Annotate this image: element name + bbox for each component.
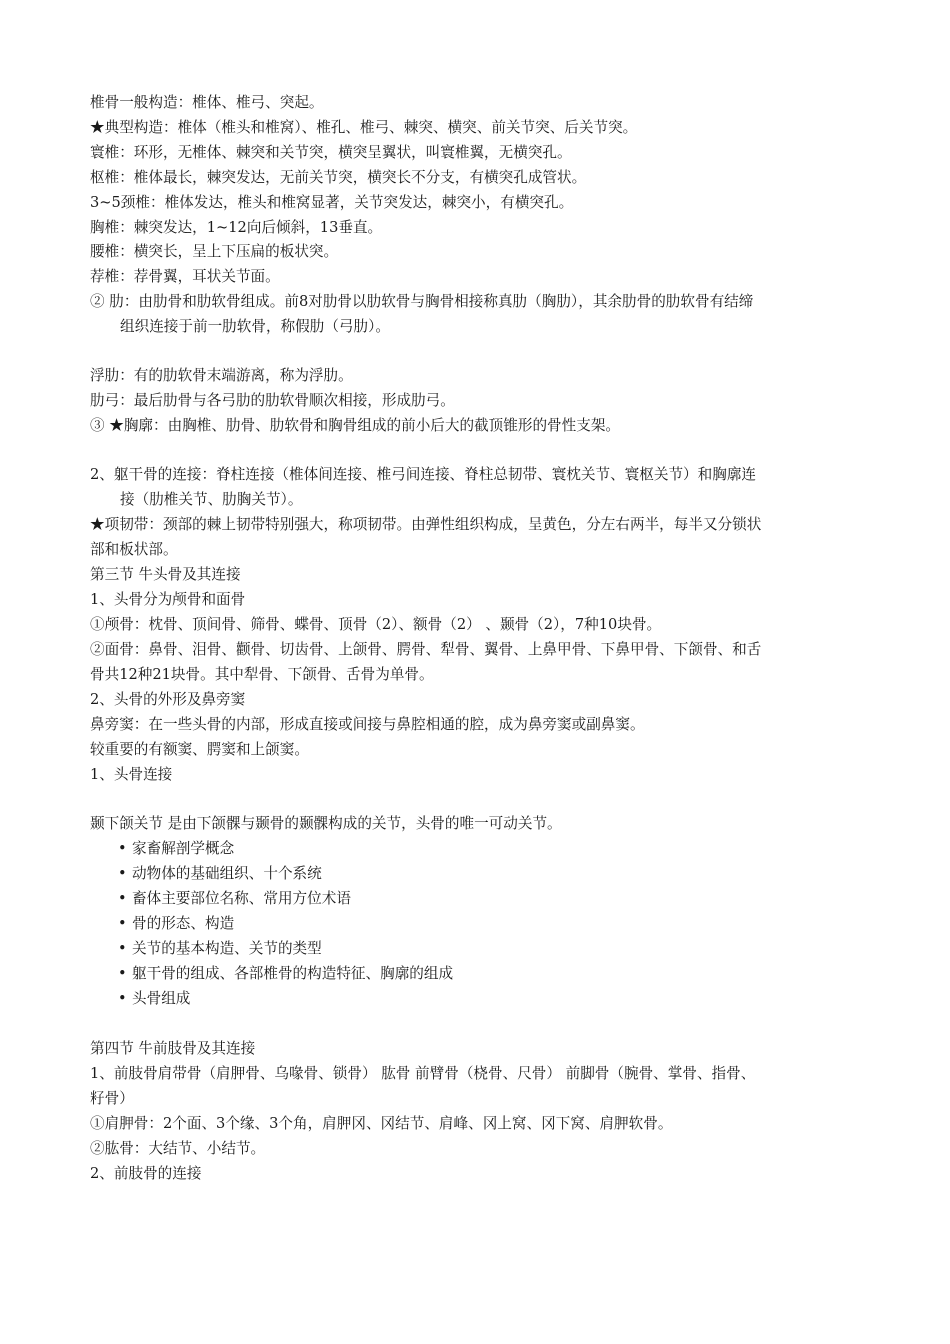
- list-item: • 动物体的基础组织、十个系统: [118, 865, 322, 882]
- text-line: ★项韧带：颈部的棘上韧带特别强大，称项韧带。由弹性组织构成，呈黄色，分左右两半，每半又分锁状: [90, 516, 762, 533]
- text-line: 荐椎：荐骨翼，耳状关节面。: [90, 268, 280, 285]
- text-line: 2、躯干骨的连接：脊柱连接（椎体间连接、椎弓间连接、脊柱总韧带、寰枕关节、寰枢关节）和胸廓连: [90, 466, 757, 483]
- text-line: 枢椎：椎体最长，棘突发达，无前关节突，横突长不分支，有横突孔成管状。: [90, 169, 587, 186]
- text-line: ②面骨：鼻骨、泪骨、颧骨、切齿骨、上颌骨、腭骨、犁骨、翼骨、上鼻甲骨、下鼻甲骨、下颌骨、和舌: [90, 641, 762, 658]
- text-line-continuation: 接（肋椎关节、肋胸关节）。: [120, 491, 303, 508]
- text-line: 1、头骨分为颅骨和面骨: [90, 591, 246, 608]
- bullet-icon: •: [118, 915, 127, 932]
- text-line: 椎骨一般构造：椎体、椎弓、突起。: [90, 94, 324, 111]
- text-line: ②肱骨：大结节、小结节。: [90, 1140, 266, 1157]
- bullet-icon: •: [118, 990, 127, 1007]
- bullet-icon: •: [118, 965, 127, 982]
- text-line: 寰椎：环形，无椎体、棘突和关节突，横突呈翼状，叫寰椎翼，无横突孔。: [90, 144, 572, 161]
- text-line: 胸椎：棘突发达，1~12向后倾斜，13垂直。: [90, 219, 383, 236]
- text-line: 2、头骨的外形及鼻旁窦: [90, 691, 246, 708]
- text-line: 1、头骨连接: [90, 766, 173, 783]
- bullet-icon: •: [118, 865, 127, 882]
- section-heading: 第四节 牛前肢骨及其连接: [90, 1040, 256, 1057]
- text-line: 浮肋：有的肋软骨末端游离，称为浮肋。: [90, 367, 353, 384]
- bullet-icon: •: [118, 840, 127, 857]
- bullet-icon: •: [118, 890, 127, 907]
- text-line: ①肩胛骨：2个面、3个缘、3个角，肩胛冈、冈结节、肩峰、冈上窝、冈下窝、肩胛软骨。: [90, 1115, 673, 1132]
- text-line: 颞下颌关节 是由下颌髁与颞骨的颞髁构成的关节，头骨的唯一可动关节。: [90, 815, 562, 832]
- text-line: 1、前肢骨肩带骨（肩胛骨、乌喙骨、锁骨） 肱骨 前臂骨（桡骨、尺骨） 前脚骨（腕骨、掌骨、指骨、: [90, 1065, 756, 1082]
- text-line: 骨共12种21块骨。其中犁骨、下颌骨、舌骨为单骨。: [90, 666, 434, 683]
- list-item: • 畜体主要部位名称、常用方位术语: [118, 890, 351, 907]
- text-line-continuation: 组织连接于前一肋软骨，称假肋（弓肋）。: [120, 318, 390, 335]
- text-line: 部和板状部。: [90, 541, 178, 558]
- text-line: 鼻旁窦：在一些头骨的内部，形成直接或间接与鼻腔相通的腔，成为鼻旁窦或副鼻窦。: [90, 716, 645, 733]
- list-item: • 头骨组成: [118, 990, 191, 1007]
- text-line: ③ ★胸廓：由胸椎、肋骨、肋软骨和胸骨组成的前小后大的截顶锥形的骨性支架。: [90, 417, 621, 434]
- bullet-icon: •: [118, 940, 127, 957]
- text-line: 腰椎：横突长，呈上下压扁的板状突。: [90, 243, 339, 260]
- text-line: ①颅骨：枕骨、顶间骨、筛骨、蝶骨、顶骨（2）、额骨（2） 、颞骨（2），7种10块骨。: [90, 616, 662, 633]
- list-item: • 躯干骨的组成、各部椎骨的构造特征、胸廓的组成: [118, 965, 454, 982]
- text-line: 3~5颈椎：椎体发达，椎头和椎窝显著，关节突发达，棘突小，有横突孔。: [90, 194, 574, 211]
- text-line: 2、前肢骨的连接: [90, 1165, 202, 1182]
- text-line: ★典型构造：椎体（椎头和椎窝）、椎孔、椎弓、棘突、横突、前关节突、后关节突。: [90, 119, 638, 136]
- list-item: • 骨的形态、构造: [118, 915, 235, 932]
- text-line: ② 肋：由肋骨和肋软骨组成。前8对肋骨以肋软骨与胸骨相接称真肋（胸肋），其余肋骨的肋软骨有结缔: [90, 293, 754, 310]
- text-line: 较重要的有额窦、腭窦和上颌窦。: [90, 741, 309, 758]
- list-item: • 关节的基本构造、关节的类型: [118, 940, 322, 957]
- text-line: 籽骨）: [90, 1090, 134, 1107]
- list-item: • 家畜解剖学概念: [118, 840, 235, 857]
- section-heading: 第三节 牛头骨及其连接: [90, 566, 241, 583]
- text-line: 肋弓：最后肋骨与各弓肋的肋软骨顺次相接，形成肋弓。: [90, 392, 455, 409]
